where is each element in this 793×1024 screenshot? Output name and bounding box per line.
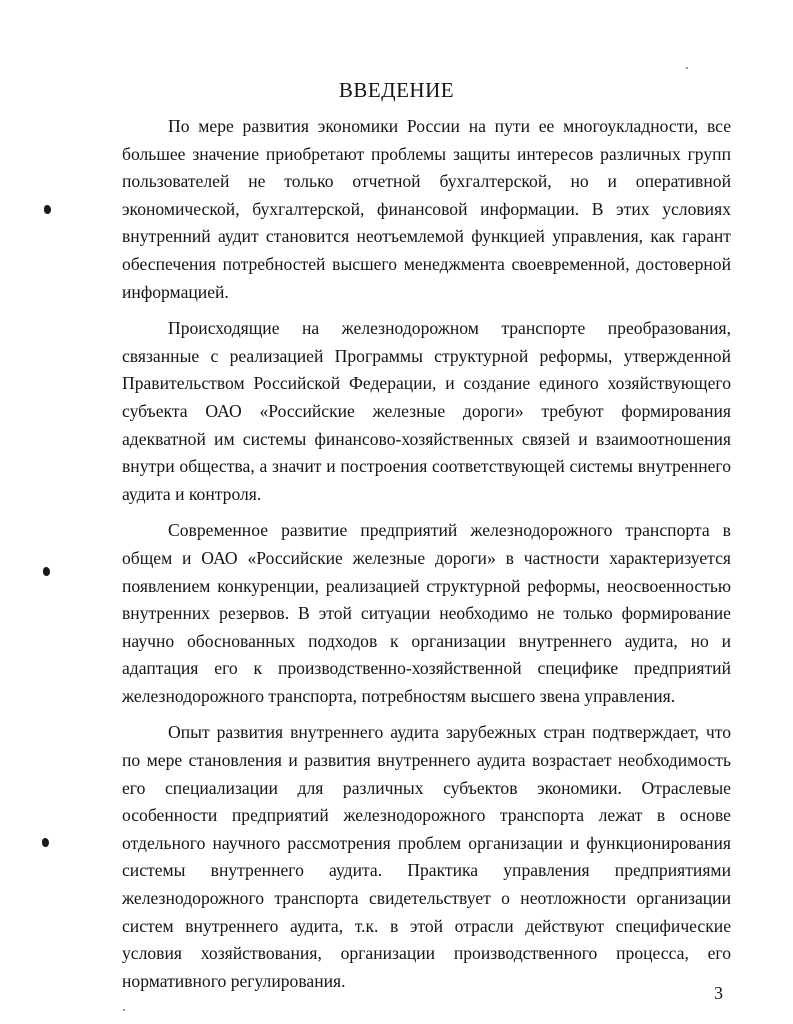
body-text [122,113,731,1004]
scan-speck [123,1009,125,1011]
paragraph-1: По мере развития экономики России на пути ее многоукладности, все большее значение приобретают проблемы защиты интересов различных групп пользователей не только отчетной бухгалтерской, но и оперативной экономической, бухгалтерской, финансовой информации. В этих условиях внутренний аудит становится неотъемлемой функцией управления, как гарант обеспечения потребностей высшего менеджмента своевременной, достоверной информацией. [122,116,731,302]
binding-hole-mark-top [44,205,51,214]
scan-speck [686,67,688,69]
page-number: 3 [714,983,723,1003]
binding-hole-mark-bottom [42,838,49,847]
paragraph-4: Опыт развития внутреннего аудита зарубежных стран подтверждает, что по мере становления и развития внутреннего аудита возрастает необходимость его специализации для различных субъектов экономики. Отраслевые особенности предприятий железнодорожного транспорта лежат в основе отдельного научного рассмотрения проблем организации и функционирования системы внутреннего аудита. Практика управления предприятиями железнодорожного транспорта свидетельствует о неотложности организации систем внутреннего аудита, т.к. в этой отрасли действуют специфические условия хозяйствования, организации производственного процесса, его нормативного регулирования. [122,722,731,991]
paragraph-2: Происходящие на железнодорожном транспорте преобразования, связанные с реализацией Программы структурной реформы, утвержденной Правительством Российской Федерации, и создание единого хозяйствующего субъекта ОАО «Российские железные дороги» требуют формирования адекватной им системы финансово-хозяйственных связей и взаимоотношения внутри общества, а значит и построения соответствующей системы внутреннего аудита и контроля. [122,318,731,504]
binding-hole-mark-middle [43,567,50,576]
page-heading: ВВЕДЕНИЕ [338,78,455,102]
paragraph-3: Современное развитие предприятий железнодорожного транспорта в общем и ОАО «Российские железные дороги» в частности характеризуется появлением конкуренции, реализацией структурной реформы, неосвоенностью внутренних резервов. В этой ситуации необходимо не только формирование научно обоснованных подходов к организации внутреннего аудита, но и адаптация его к производственно-хозяйственной специфике предприятий железнодорожного транспорта, потребностям высшего звена управления. [122,520,731,706]
